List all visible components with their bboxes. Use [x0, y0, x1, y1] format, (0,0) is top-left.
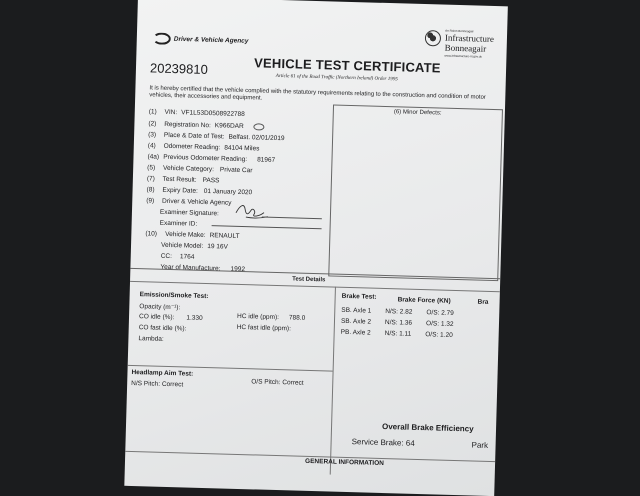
hc-fast-idle-label: HC fast idle (ppm): — [236, 323, 292, 333]
hc-idle: HC idle (ppm): 788.0 — [236, 312, 306, 322]
opacity-label: Opacity (m⁻¹): — [139, 303, 181, 312]
brake-row: PB. Axle 2 N/S: 1.11 O/S: 1.20 — [340, 328, 453, 339]
infrastructure-logo: An Roinn Bonneagair Infrastructure Bonneagair www.infrastructure-ni.gov.uk — [425, 28, 508, 31]
test-details-header: Test Details — [292, 276, 326, 284]
field-vehicle-make: (10) Vehicle Make: RENAULT — [145, 230, 240, 240]
field-year: Year of Manufacture: 1992 — [160, 263, 246, 274]
park-brake-cut: Park — [471, 440, 489, 450]
field-registration: (2) Registration No: K966DAR — [148, 120, 264, 130]
certificate-paper — [124, 0, 508, 496]
field-test-result: (7) Test Result: PASS — [146, 175, 220, 185]
page-title: VEHICLE TEST CERTIFICATE — [253, 55, 441, 76]
service-brake: Service Brake: 64 — [351, 437, 415, 448]
brake-test-title: Brake Test: — [341, 292, 377, 301]
field-cc: CC: 1764 — [160, 252, 195, 261]
co-fast-idle-label: CO fast idle (%): — [138, 324, 187, 333]
brake-force-title: Brake Force (KN) — [397, 296, 451, 305]
examiner-id-label: Examiner ID: — [159, 219, 198, 228]
certification-statement: It is hereby certified that the vehicle complied with the statutory requirements relating to the construction and condition of motor vehicles, their accessories and equipment. — [149, 85, 486, 102]
brake-row: SB. Axle 1 N/S: 2.82 O/S: 2.79 — [341, 306, 454, 317]
field-agency: (9) Driver & Vehicle Agency — [146, 197, 232, 207]
brake-column-cut: Bra — [477, 298, 489, 306]
headlamp-title: Headlamp Aim Test: — [131, 368, 194, 378]
dva-logo: Driver & Vehicle Agency — [153, 32, 249, 47]
divider — [330, 287, 336, 475]
test-details-section — [125, 268, 500, 479]
legal-reference: Article 61 of the Road Traffic (Northern Ireland) Order 1995 — [275, 73, 398, 83]
examiner-signature-icon — [234, 201, 271, 222]
brake-efficiency-title: Overall Brake Efficiency — [381, 421, 474, 434]
field-odometer: (4) Odometer Reading: 84104 Miles — [147, 142, 260, 153]
examiner-signature-label: Examiner Signature: — [159, 208, 219, 218]
ns-pitch: N/S Pitch: Correct — [131, 379, 184, 389]
field-expiry-date: (8) Expiry Date: 01 January 2020 — [146, 186, 253, 197]
examiner-id-line — [212, 225, 322, 229]
dva-swoosh-icon — [153, 32, 171, 44]
field-vehicle-model: Vehicle Model: 19 16V — [160, 241, 229, 251]
field-place-date: (3) Place & Date of Test: Belfast. 02/01/2019 — [148, 131, 285, 143]
co-idle: CO idle (%): 1.330 — [138, 313, 203, 322]
minor-defects-box: (6) Minor Defects: — [328, 104, 503, 281]
field-vin: (1) VIN: VF1L53D0508922788 — [148, 108, 245, 119]
os-pitch: O/S Pitch: Correct — [251, 378, 304, 387]
field-vehicle-category: (5) Vehicle Category: Private Car — [147, 164, 253, 175]
infrastructure-emblem-icon — [425, 30, 441, 46]
certificate-number: 20239810 — [149, 60, 209, 77]
lambda-label: Lambda: — [138, 335, 164, 343]
signature-line — [262, 217, 322, 220]
emission-title: Emission/Smoke Test: — [139, 291, 209, 301]
field-previous-odometer: (4a) Previous Odometer Reading: 81967 — [147, 153, 276, 164]
stamp-icon — [253, 123, 264, 130]
general-information-header: GENERAL INFORMATION — [304, 457, 384, 468]
brake-row: SB. Axle 2 N/S: 1.36 O/S: 1.32 — [340, 317, 454, 328]
